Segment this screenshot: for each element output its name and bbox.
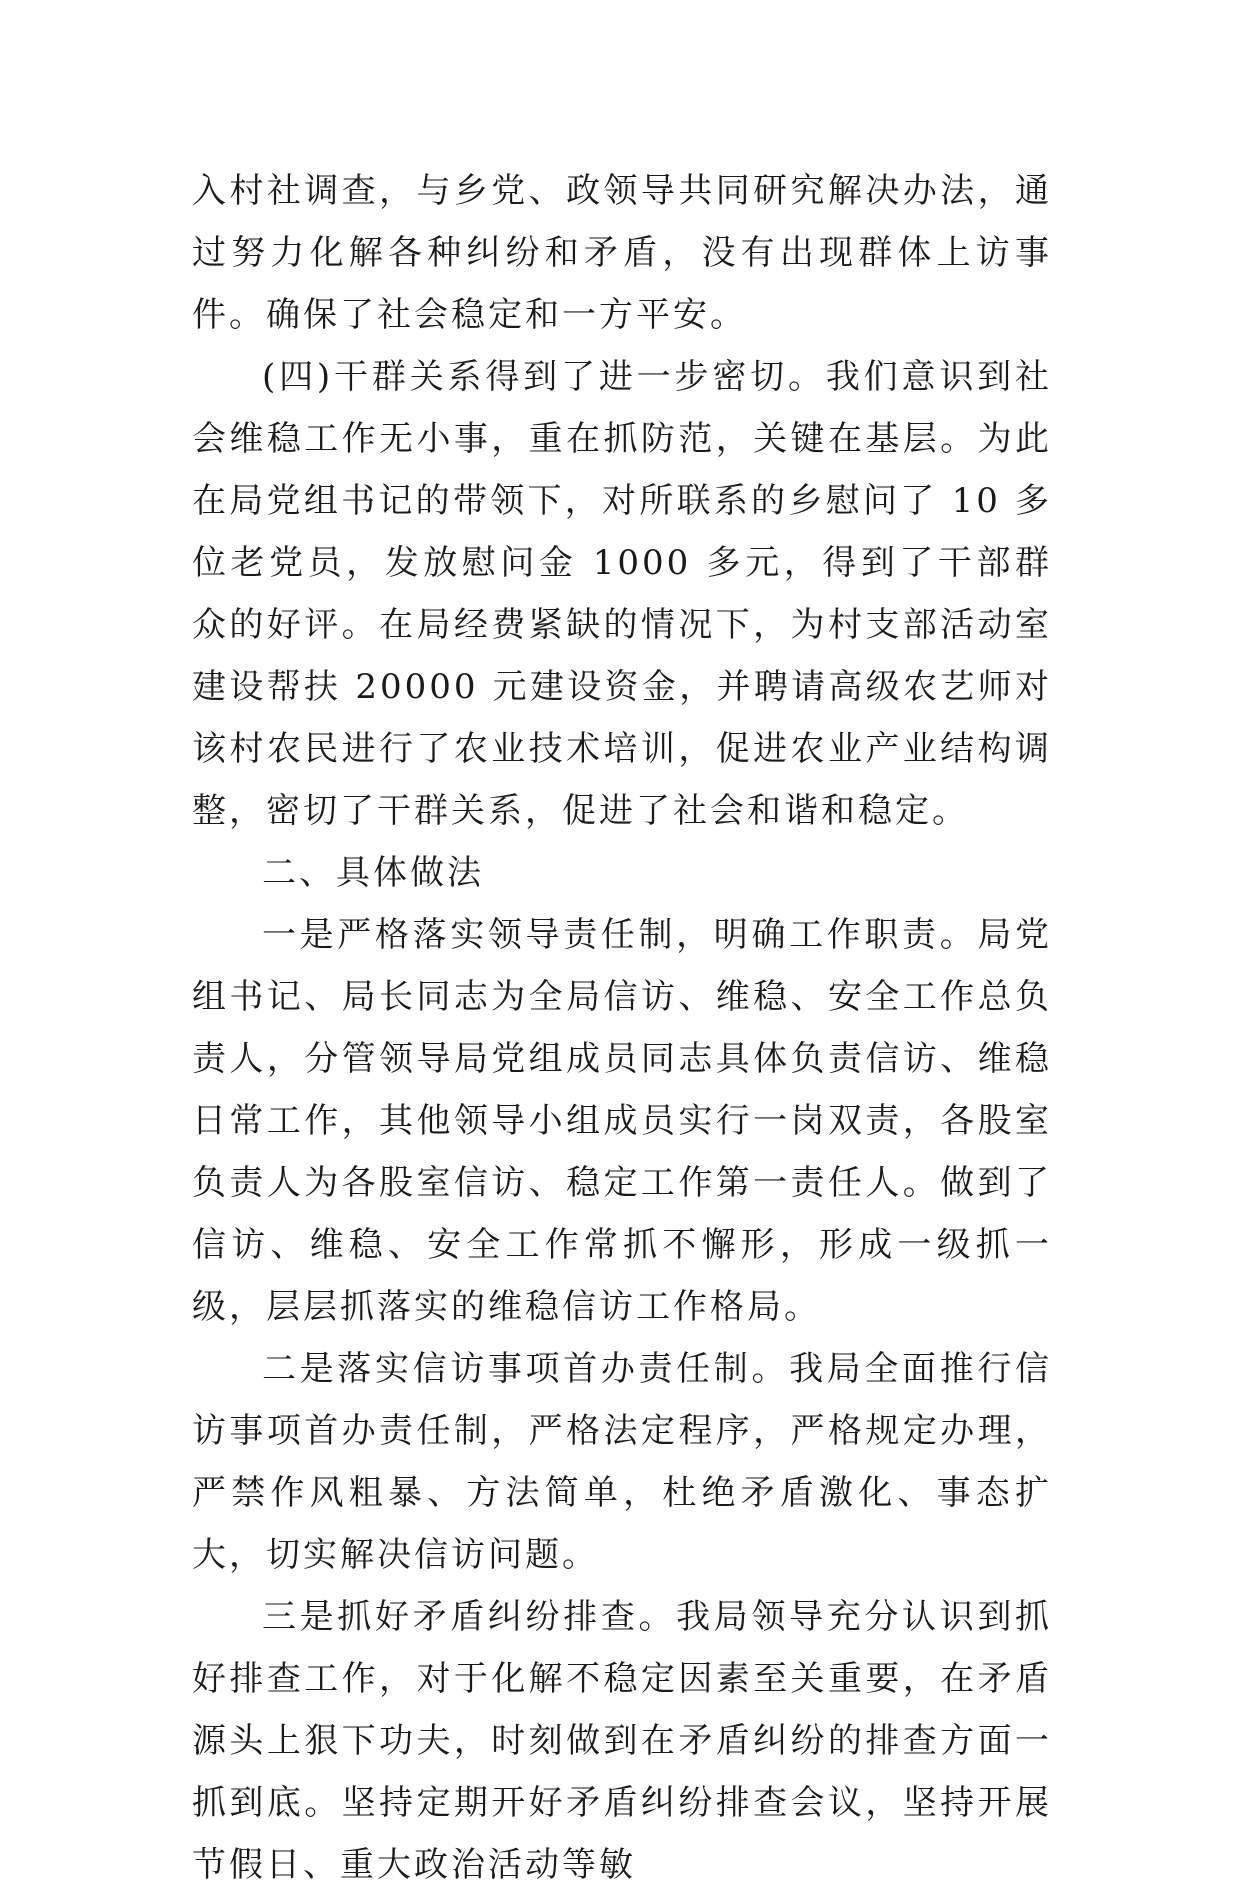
document-body [192, 160, 1052, 1896]
paragraph-cadre-relations: (四)干群关系得到了进一步密切。我们意识到社会维稳工作无小事，重在抓防范，关键在基层。为此在局党组书记的带领下，对所联系的乡慰问了 10 多位老党员，发放慰问金 1000 多元，得到了干部群众的好评。在局经费紧缺的情况下，为村支部活动室建设帮扶 20000 元建设资金，并聘请高级农艺师对该村农民进行了农业技术培训，促进农业产业结构调整，密切了干群关系，促进了社会和谐和稳定。 [192, 357, 1052, 831]
paragraph-leadership-responsibility: 一是严格落实领导责任制，明确工作职责。局党组书记、局长同志为全局信访、维稳、安全工作总负责人，分管领导局党组成员同志具体负责信访、维稳日常工作，其他领导小组成员实行一岗双责，各股室负责人为各股室信访、稳定工作第一责任人。做到了信访、维稳、安全工作常抓不懈形，形成一级抓一级，层层抓落实的维稳信访工作格局。 [192, 915, 1052, 1327]
paragraph-first-handling-responsibility: 二是落实信访事项首办责任制。我局全面推行信访事项首办责任制，严格法定程序，严格规定办理，严禁作风粗暴、方法简单，杜绝矛盾激化、事态扩大，切实解决信访问题。 [192, 1349, 1052, 1575]
section-heading-specific-methods: 二、具体做法 [262, 853, 484, 893]
paragraph-continuation: 入村社调查，与乡党、政领导共同研究解决办法，通过努力化解各种纠纷和矛盾，没有出现群体上访事件。确保了社会稳定和一方平安。 [192, 171, 1052, 335]
paragraph-dispute-screening: 三是抓好矛盾纠纷排查。我局领导充分认识到抓好排查工作，对于化解不稳定因素至关重要，在矛盾源头上狠下功夫，时刻做到在矛盾纠纷的排查方面一抓到底。坚持定期开好矛盾纠纷排查会议，坚持开展节假日、重大政治活动等敏 [192, 1597, 1052, 1885]
